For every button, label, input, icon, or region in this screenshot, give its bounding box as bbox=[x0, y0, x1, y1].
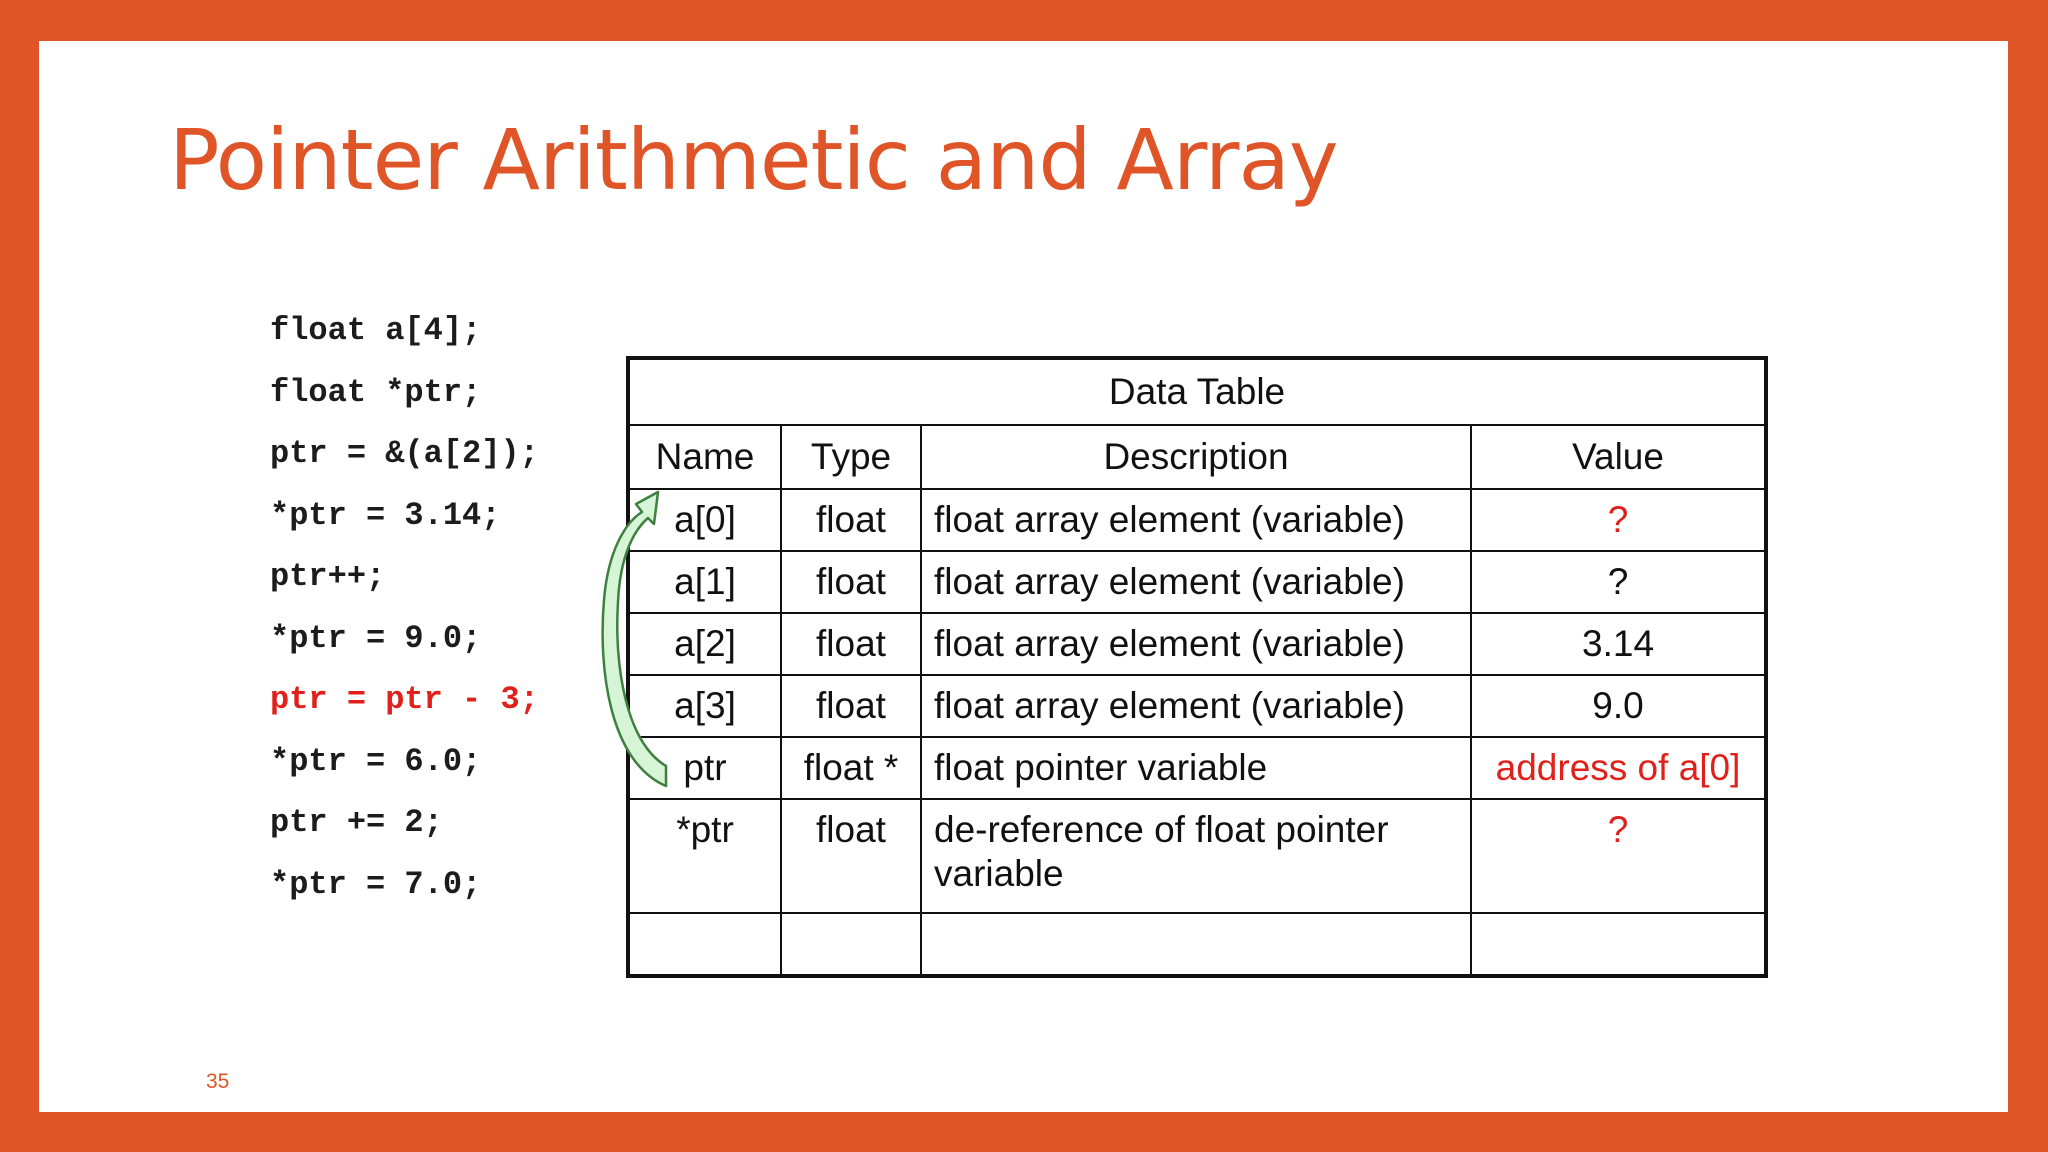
code-line: *ptr = 7.0; bbox=[270, 865, 482, 903]
cell-name: a[3] bbox=[628, 675, 781, 737]
cell-value: ? bbox=[1471, 489, 1766, 551]
cell-description: float array element (variable) bbox=[921, 489, 1471, 551]
table-row bbox=[628, 675, 1766, 737]
table-header-row bbox=[628, 425, 1766, 489]
cell-empty bbox=[1471, 913, 1766, 976]
cell-value: 3.14 bbox=[1471, 613, 1766, 675]
data-table bbox=[626, 356, 1768, 978]
column-header-name: Name bbox=[628, 425, 781, 489]
code-line: ptr++; bbox=[270, 558, 386, 595]
cell-name: a[2] bbox=[628, 613, 781, 675]
cell-value: ? bbox=[1471, 551, 1766, 613]
table-row bbox=[628, 551, 1766, 613]
code-line: *ptr = 6.0; bbox=[270, 742, 482, 780]
cell-description: float array element (variable) bbox=[921, 613, 1471, 675]
code-line-highlighted: ptr = ptr - 3; bbox=[270, 681, 539, 718]
table-row-empty bbox=[628, 913, 1766, 976]
code-line: *ptr = 3.14; bbox=[270, 496, 501, 534]
column-header-description: Description bbox=[921, 425, 1471, 489]
cell-empty bbox=[921, 913, 1471, 976]
code-line: float *ptr; bbox=[270, 373, 482, 411]
cell-name: a[0] bbox=[628, 489, 781, 551]
table-row bbox=[628, 613, 1766, 675]
cell-type: float bbox=[781, 799, 921, 913]
code-line: ptr = &(a[2]); bbox=[270, 435, 539, 472]
cell-name: a[1] bbox=[628, 551, 781, 613]
slide-title: Pointer Arithmetic and Array bbox=[169, 111, 1338, 209]
page-number: 35 bbox=[206, 1070, 230, 1093]
table-caption: Data Table bbox=[628, 358, 1766, 425]
table-row bbox=[628, 489, 1766, 551]
cell-description: float array element (variable) bbox=[921, 675, 1471, 737]
table-row bbox=[628, 737, 1766, 799]
code-block bbox=[270, 300, 539, 915]
cell-name: *ptr bbox=[628, 799, 781, 913]
cell-type: float bbox=[781, 551, 921, 613]
cell-empty bbox=[781, 913, 921, 976]
cell-type: float bbox=[781, 675, 921, 737]
code-line: float a[4]; bbox=[270, 312, 482, 349]
table-caption-row bbox=[628, 358, 1766, 425]
cell-type: float * bbox=[781, 737, 921, 799]
cell-description: float pointer variable bbox=[921, 737, 1471, 799]
cell-value: 9.0 bbox=[1471, 675, 1766, 737]
cell-type: float bbox=[781, 489, 921, 551]
cell-value: ? bbox=[1471, 799, 1766, 913]
cell-description: float array element (variable) bbox=[921, 551, 1471, 613]
column-header-value: Value bbox=[1471, 425, 1766, 489]
cell-name: ptr bbox=[628, 737, 781, 799]
code-line: *ptr = 9.0; bbox=[270, 619, 482, 657]
cell-value: address of a[0] bbox=[1471, 737, 1766, 799]
cell-empty bbox=[628, 913, 781, 976]
cell-description: de-reference of float pointer variable bbox=[921, 799, 1471, 913]
code-line: ptr += 2; bbox=[270, 804, 443, 841]
table-row bbox=[628, 799, 1766, 913]
column-header-type: Type bbox=[781, 425, 921, 489]
cell-type: float bbox=[781, 613, 921, 675]
